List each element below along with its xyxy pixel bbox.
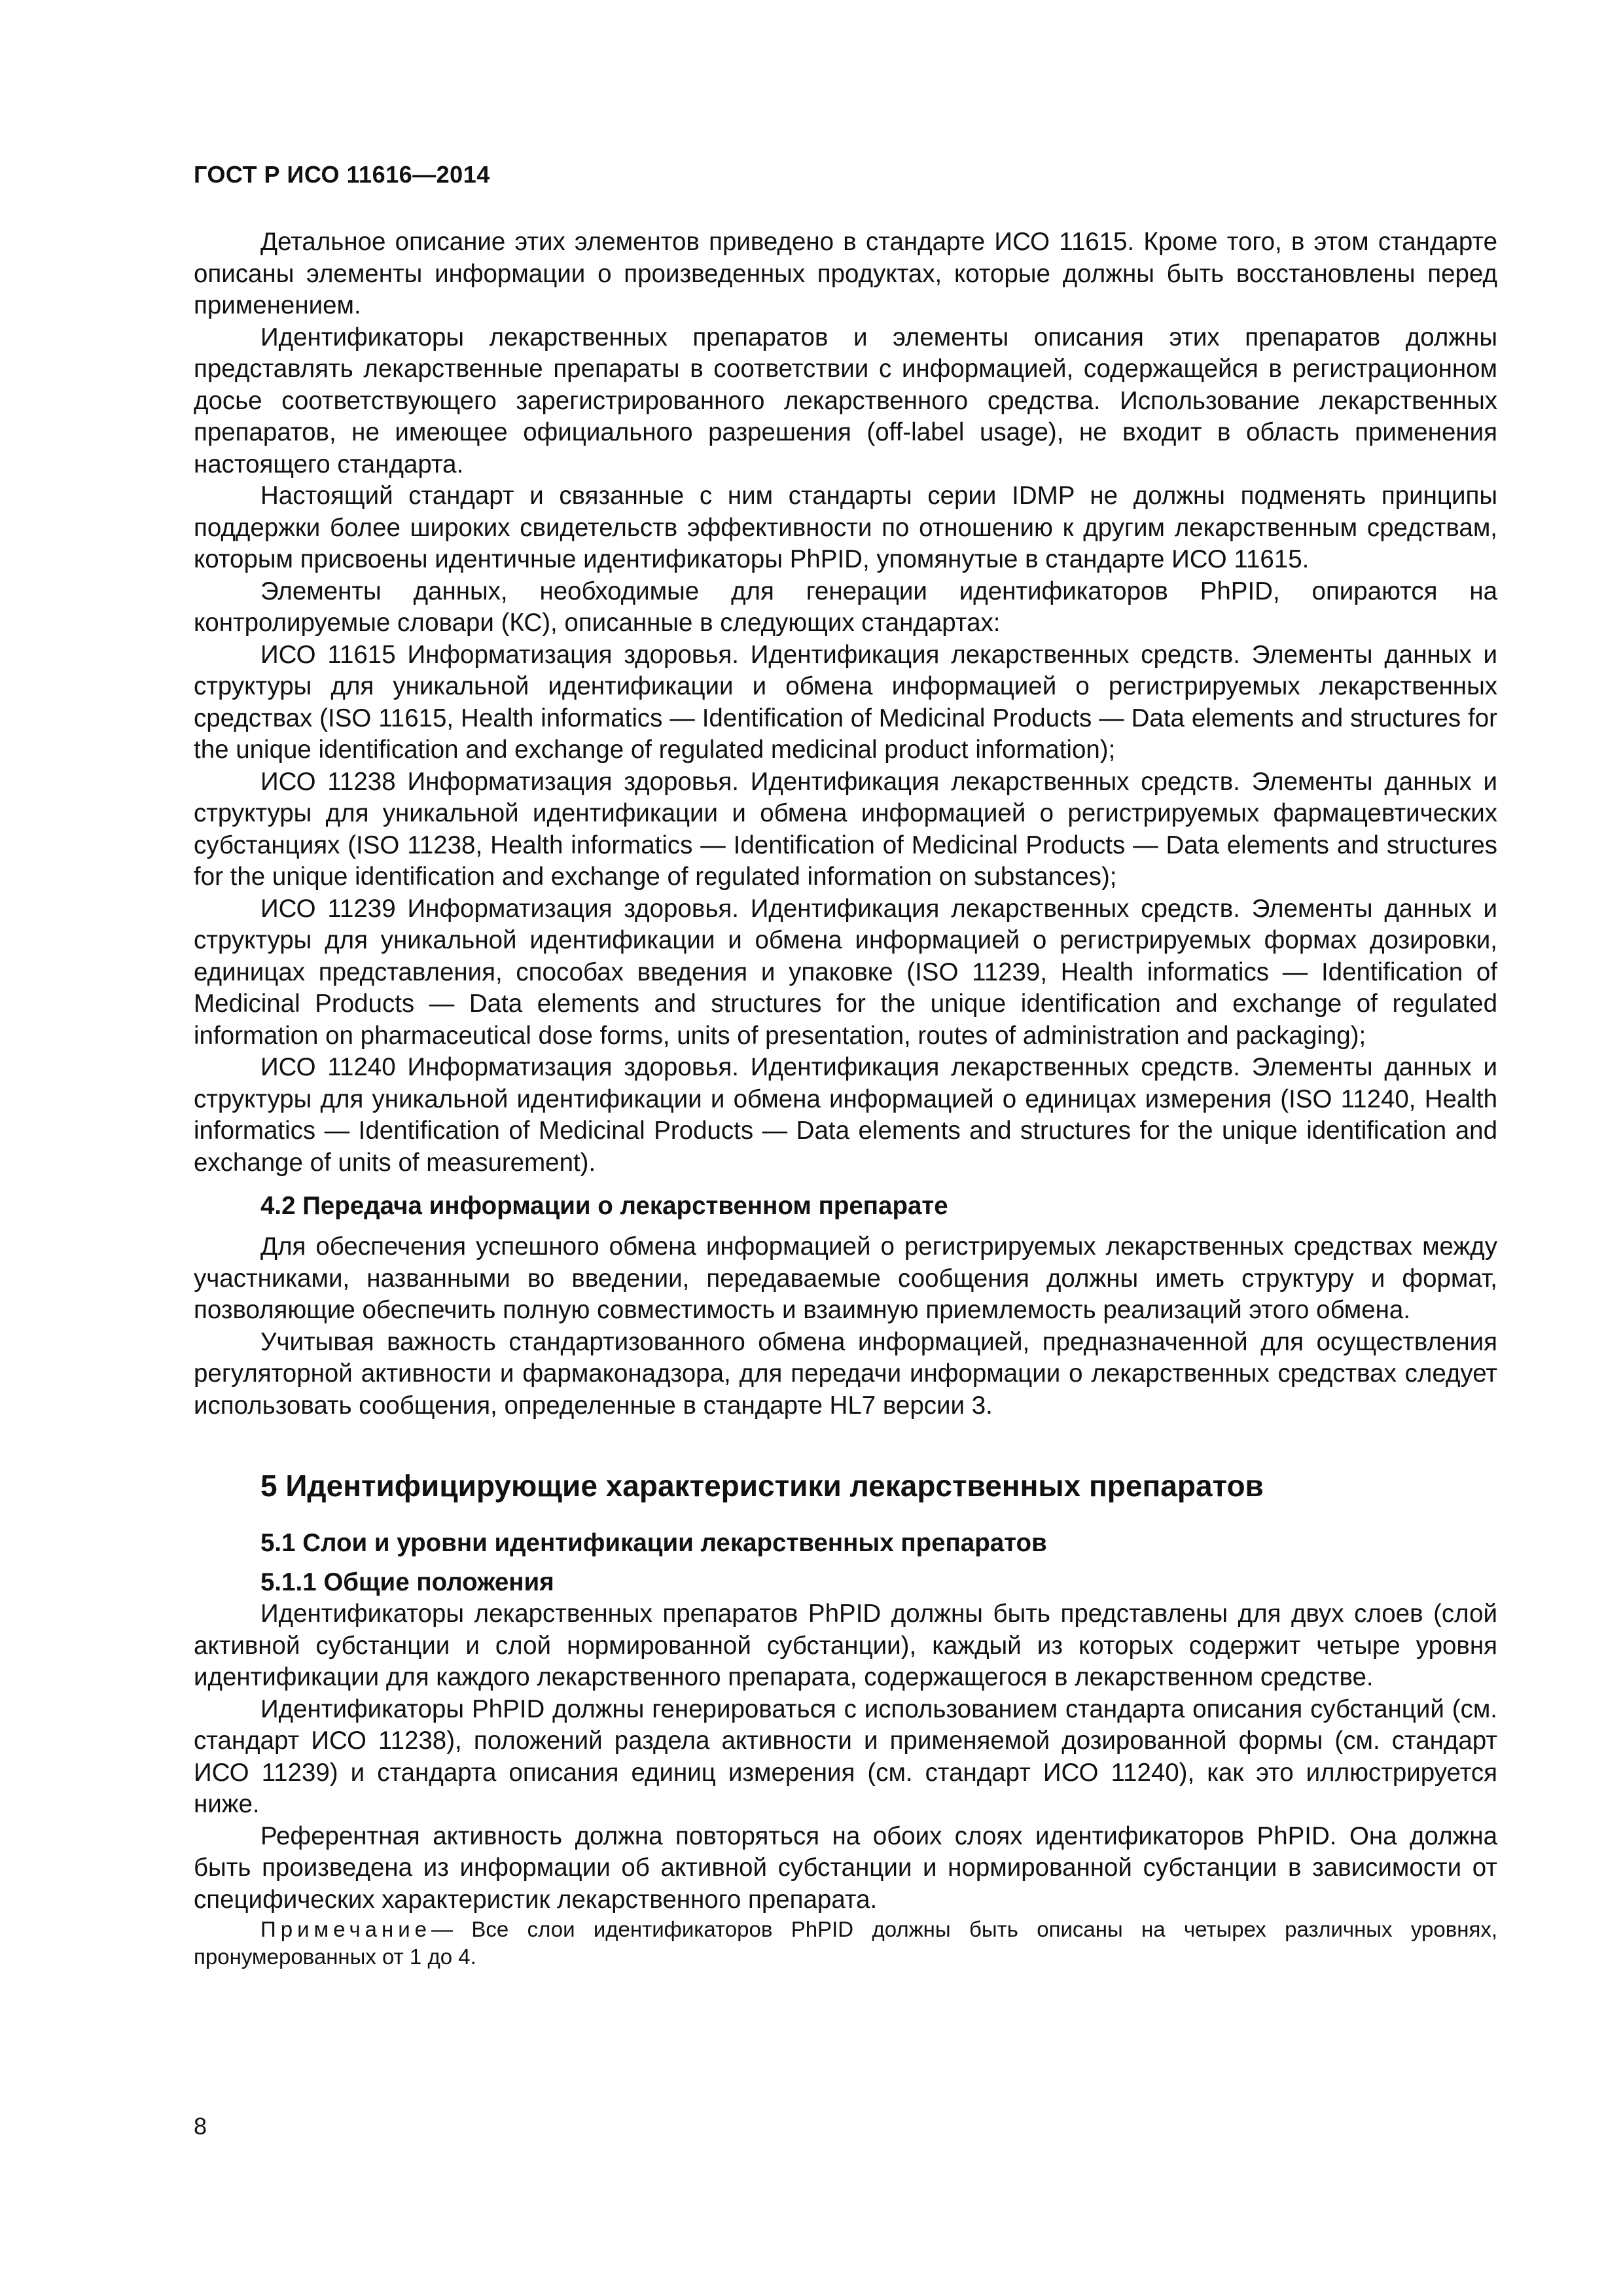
standard-reference-11239: ИСО 11239 Информатизация здоровья. Идентификация лекарственных средств. Элементы данных и структуры для уникальной идентификации и обмена информацией о регистрируемых формах дозировки, единицах представления, способах введения и упаковке (ISO 11239, Health informatics — Identification of Medicinal Products — Data elements and structures for the unique identification and exchange of regulated information on pharmaceutical dose forms, units of presentation, routes of administration and packaging); <box>194 894 1497 1050</box>
paragraph: Настоящий стандарт и связанные с ним стандарты серии IDMP не должны подменять принципы поддержки более широких свидетельств эффективности по отношению к другим лекарственным средствам, которым присвоены идентичные идентификаторы PhPID, упомянутые в стандарте ИСО 11615. <box>194 482 1497 573</box>
paragraph: Для обеспечения успешного обмена информацией о регистрируемых лекарственных средствах между участниками, названными во введении, передаваемые сообщения должны иметь структуру и формат, позволяющие обеспечить полную совместимость и взаимную приемлемость реализаций этого обмена. <box>194 1232 1497 1324</box>
paragraph: Идентификаторы лекарственных препаратов PhPID должны быть представлены для двух слоев (слой активной субстанции и слой нормированной субстанции), каждый из которых содержит четыре уровня идентификации для каждого лекарственного препарата, содержащегося в лекарственном средстве. <box>194 1600 1497 1691</box>
paragraph: Учитывая важность стандартизованного обмена информацией, предназначенной для осуществления регуляторной активности и фармаконадзора, для передачи информации о лекарственных средствах следует использовать сообщения, определенные в стандарте HL7 версии 3. <box>194 1327 1497 1420</box>
paragraph: Идентификаторы лекарственных препаратов и элементы описания этих препаратов должны представлять лекарственные препараты в соответствии с информацией, содержащейся в регистрационном досье соответствующего зарегистрированного лекарственного средства. Использование лекарственных препаратов, не имеющее официального разрешения (off-label usage), не входит в область применения настоящего стандарта. <box>194 323 1497 478</box>
standard-reference-11240: ИСО 11240 Информатизация здоровья. Идентификация лекарственных средств. Элементы данных и структуры для уникальной идентификации и обмена информацией о единицах измерения (ISO 11240, Health informatics — Identification of Medicinal Products — Data elements and structures for the unique identification and exchange of units of measurement). <box>194 1053 1497 1177</box>
note <box>194 1916 1497 1971</box>
section-5-1-1-heading: 5.1.1 Общие положения <box>260 1568 554 1596</box>
section-5-heading: 5 Идентифицирующие характеристики лекарственных препаратов <box>260 1469 1264 1503</box>
paragraph: Референтная активность должна повторяться на обоих слоях идентификаторов PhPID. Она должна быть произведена из информации об активной субстанции и нормированной субстанции в зависимости от специфических характеристик лекарственного препарата. <box>194 1821 1497 1914</box>
section-5-1-heading: 5.1 Слои и уровни идентификации лекарственных препаратов <box>260 1529 1047 1557</box>
paragraph: Идентификаторы PhPID должны генерироваться с использованием стандарта описания субстанций (см. стандарт ИСО 11238), положений раздела активности и применяемой дозированной формы (см. стандарт ИСО 11239) и стандарта описания единиц измерения (см. стандарт ИСО 11240), как это иллюстрируется ниже. <box>194 1695 1497 1818</box>
document-header: ГОСТ Р ИСО 11616—2014 <box>194 161 490 188</box>
paragraph: Детальное описание этих элементов приведено в стандарте ИСО 11615. Кроме того, в этом стандарте описаны элементы информации о произведенных продуктах, которые должны быть восстановлены перед применением. <box>194 228 1497 319</box>
paragraph: Элементы данных, необходимые для генерации идентификаторов PhPID, опираются на контролируемые словари (КС), описанные в следующих стандартах: <box>194 577 1497 637</box>
document-body <box>194 226 1497 1971</box>
section-4-2-heading: 4.2 Передача информации о лекарственном препарате <box>260 1192 948 1220</box>
page-number: 8 <box>194 2113 207 2140</box>
note-label: Примечание <box>260 1917 432 1941</box>
note-text: — Все слои идентификаторов PhPID должны быть описаны на четырех различных уровнях, пронумерованных от 1 до 4. <box>194 1917 1497 1969</box>
standard-reference-11238: ИСО 11238 Информатизация здоровья. Идентификация лекарственных средств. Элементы данных и структуры для уникальной идентификации и обмена информацией о регистрируемых фармацевтических субстанциях (ISO 11238, Health informatics — Identification of Medicinal Products — Data elements and structures for the unique identification and exchange of regulated information on substances); <box>194 767 1497 891</box>
standard-reference-11615: ИСО 11615 Информатизация здоровья. Идентификация лекарственных средств. Элементы данных и структуры для уникальной идентификации и обмена информацией о регистрируемых лекарственных средствах (ISO 11615, Health informatics — Identification of Medicinal Products — Data elements and structures for the unique identification and exchange of regulated medicinal product information); <box>194 640 1497 764</box>
